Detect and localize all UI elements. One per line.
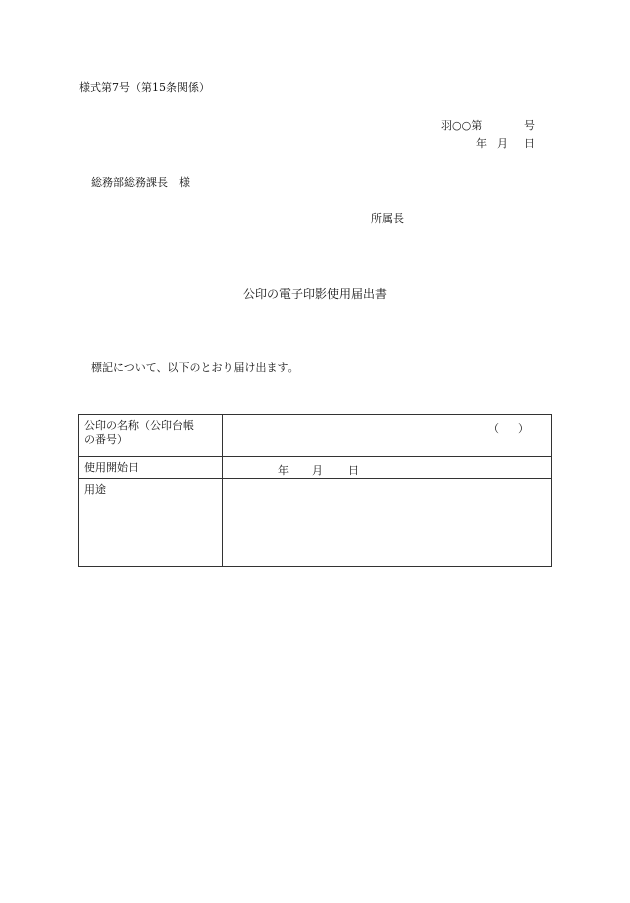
start-date-year: 年 — [278, 464, 289, 477]
document-number-prefix: 羽○○第 — [441, 119, 483, 132]
date-month-label: 月 — [497, 137, 508, 150]
date-year-label: 年 — [476, 137, 487, 150]
seal-name-label-line1: 公印の名称（公印台帳 — [84, 419, 194, 432]
sender: 所属長 — [371, 212, 404, 225]
start-date-month: 月 — [312, 464, 323, 477]
table-row — [79, 415, 552, 457]
start-date-value-cell[interactable] — [223, 457, 552, 479]
purpose-value-cell[interactable] — [223, 479, 552, 567]
table-row — [79, 457, 552, 479]
seal-name-label-cell — [79, 415, 223, 457]
date-day-label: 日 — [524, 137, 535, 150]
start-date-day: 日 — [348, 464, 359, 477]
form-number: 様式第7号（第15条関係） — [79, 81, 210, 94]
purpose-label: 用途 — [79, 479, 223, 567]
table-row — [79, 479, 552, 567]
seal-ledger-number-parentheses: （ ） — [488, 422, 533, 435]
info-table — [78, 414, 552, 567]
seal-name-value-cell[interactable] — [223, 415, 552, 457]
lead-text: 標記について、以下のとおり届け出ます。 — [91, 361, 299, 374]
document-title: 公印の電子印影使用届出書 — [242, 287, 387, 301]
seal-name-label-line2: の番号） — [84, 433, 128, 446]
start-date-label: 使用開始日 — [79, 457, 223, 479]
document-number-suffix: 号 — [524, 119, 535, 132]
addressee: 総務部総務課長 様 — [91, 176, 190, 189]
